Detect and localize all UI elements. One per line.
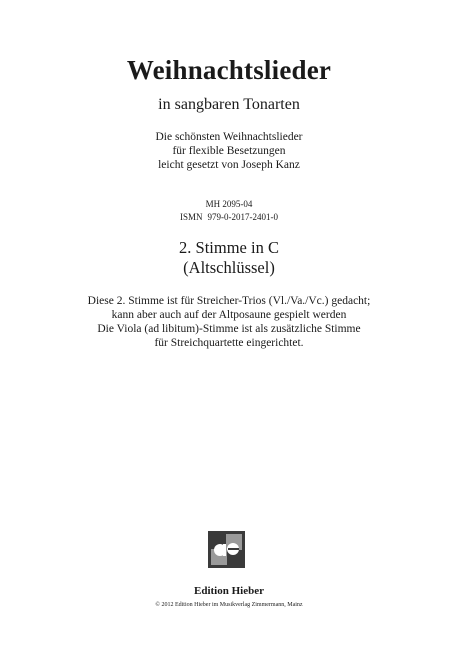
note-line: kann aber auch auf der Altposaune gespielt werden xyxy=(111,309,347,321)
publisher-name: Edition Hieber xyxy=(194,585,264,597)
page-title: Weihnachtslieder xyxy=(126,55,332,85)
description-line: Die schönsten Weihnachtslieder xyxy=(155,131,303,143)
note-line: Diese 2. Stimme ist für Streicher-Trios (Vl./Va./Vc.) gedacht; xyxy=(87,295,371,307)
description-line: leicht gesetzt von Joseph Kanz xyxy=(158,159,300,171)
ismn-line xyxy=(0,211,458,224)
note-line: Die Viola (ad libitum)-Stimme ist als zusätzliche Stimme xyxy=(97,323,361,335)
instrumentation-note xyxy=(0,294,458,350)
catalog-number: MH 2095-04 xyxy=(205,199,253,209)
ismn-label: ISMN xyxy=(179,212,203,222)
part-heading xyxy=(0,238,458,278)
copyright-notice: © 2012 Edition Hieber im Musikverlag Zimmermann, Mainz xyxy=(155,602,303,608)
description-line: für flexible Besetzungen xyxy=(172,145,286,157)
note-line: für Streichquartette eingerichtet. xyxy=(154,337,304,349)
page-subtitle: in sangbaren Tonarten xyxy=(158,96,300,113)
edition-hieber-logo-icon xyxy=(208,531,245,568)
ismn-number: 979-0-2017-2401-0 xyxy=(207,212,278,222)
description-block xyxy=(0,130,458,172)
catalog-info xyxy=(0,198,458,224)
part-name: 2. Stimme in C xyxy=(179,238,279,257)
clef-name: (Altschlüssel) xyxy=(183,258,275,277)
